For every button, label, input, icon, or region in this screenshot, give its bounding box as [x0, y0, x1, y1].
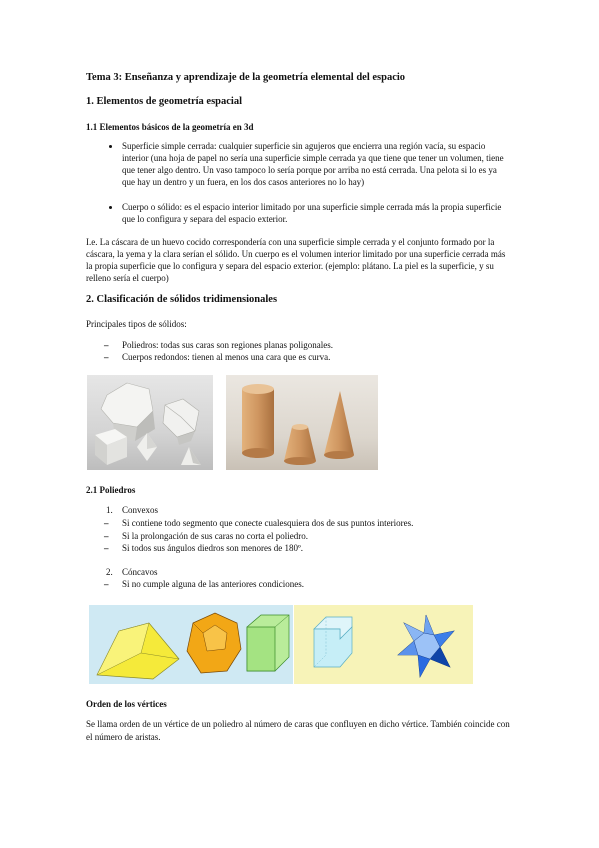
- dash-bullet-icon: –: [104, 340, 109, 350]
- solid-type-polyhedra: Poliedros: todas sus caras son regiones planas poligonales.: [122, 340, 333, 350]
- convex-condition-1: Si contiene todo segmento que conecte cualesquiera dos de sus puntos interiores.: [122, 518, 414, 528]
- white-polyhedra-photo-icon: [87, 375, 213, 470]
- bullet-1-line-3: que tener algo dentro. Un vaso tampoco lo sería porque por arriba no está cerrada. Una pelota si lo es ya: [122, 165, 497, 175]
- wooden-round-bodies-photo-icon: [226, 375, 378, 470]
- dash-bullet-icon: –: [104, 579, 109, 589]
- bullet-1-line-4: que hay un dentro y un fuera, en los dos casos anteriores no lo hay): [122, 177, 365, 187]
- paragraph-1-line-1: I.e. La cáscara de un huevo cocido correspondería con una superficie simple cerrada y el conjunto formado por la: [86, 237, 495, 247]
- polyhedra-photo: [87, 375, 213, 470]
- round-bodies-photo: [226, 375, 378, 470]
- convex-condition-2: Si la prolongación de sus caras no corta el poliedro.: [122, 531, 308, 541]
- section-heading-1: 1. Elementos de geometría espacial: [86, 96, 243, 107]
- bullet-icon: [109, 145, 112, 148]
- dash-bullet-icon: –: [104, 531, 109, 541]
- concavos-label: Cóncavos: [122, 567, 158, 577]
- paragraph-1-line-4: relleno sería el cuerpo): [86, 273, 169, 283]
- bullet-1-line-1: Superficie simple cerrada: cualquier superficie sin agujeros que encierra una región vacía, su espacio: [122, 141, 486, 151]
- concave-condition-1: Si no cumple alguna de las anteriores condiciones.: [122, 579, 304, 589]
- list-number-1: 1.: [106, 505, 113, 515]
- bullet-1-line-2: interior (una hoja de papel no sería una superficie simple cerrada ya que tiene que tener un volumen, tiene: [122, 153, 504, 163]
- document-title: Tema 3: Enseñanza y aprendizaje de la geometría elemental del espacio: [86, 72, 406, 83]
- solid-type-round: Cuerpos redondos: tienen al menos una cara que es curva.: [122, 352, 331, 362]
- bullet-icon: [109, 206, 112, 209]
- subsection-heading-1-1: 1.1 Elementos básicos de la geometría en 3d: [86, 122, 254, 132]
- concave-polyhedra-figure: [294, 605, 473, 684]
- concave-polyhedra-illustration-icon: [294, 605, 473, 684]
- dash-bullet-icon: –: [104, 518, 109, 528]
- convex-polyhedra-illustration-icon: [89, 605, 293, 684]
- vertex-order-heading: Orden de los vértices: [86, 699, 167, 709]
- paragraph-1-line-2: cáscara, la yema y la clara serían el sólido. Un cuerpo es el volumen interior limitado por una superficie cerrada más: [86, 249, 506, 259]
- paragraph-3-line-1: Se llama orden de un vértice de un poliedro al número de caras que confluyen en dicho vértice. También coincide con: [86, 719, 510, 729]
- paragraph-1-line-3: la propia superficie que lo configura y separa del espacio exterior. (ejemplo: plátano. La piel es la superficie, y su: [86, 261, 494, 271]
- list-number-2: 2.: [106, 567, 113, 577]
- paragraph-2: Principales tipos de sólidos:: [86, 319, 187, 329]
- dash-bullet-icon: –: [104, 352, 109, 362]
- section-heading-2: 2. Clasificación de sólidos tridimensionales: [86, 294, 278, 305]
- convex-polyhedra-figure: [89, 605, 293, 684]
- subsection-heading-2-1: 2.1 Poliedros: [86, 485, 136, 495]
- convexos-label: Convexos: [122, 505, 158, 515]
- bullet-2-line-1: Cuerpo o sólido: es el espacio interior limitado por una superficie simple cerrada más la propia superficie: [122, 202, 502, 212]
- dash-bullet-icon: –: [104, 543, 109, 553]
- paragraph-3-line-2: el número de aristas.: [86, 732, 161, 742]
- convex-condition-3: Si todos sus ángulos diedros son menores de 180º.: [122, 543, 304, 553]
- bullet-2-line-2: que lo configura y separa del espacio exterior.: [122, 214, 288, 224]
